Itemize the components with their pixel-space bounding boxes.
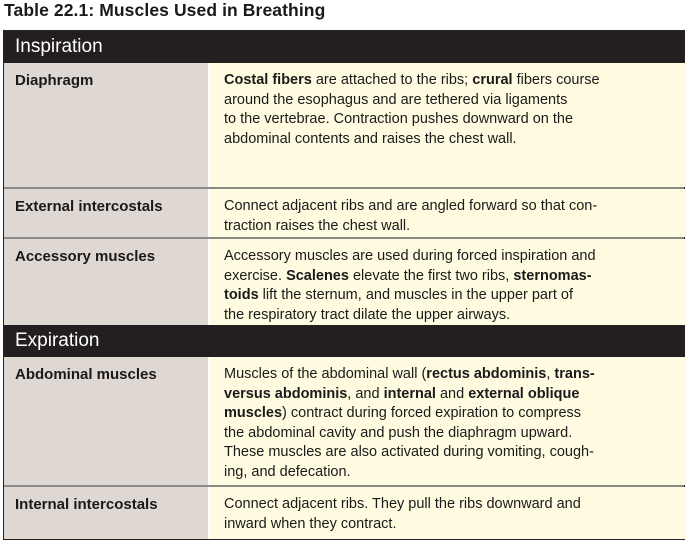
description-line	[224, 217, 676, 237]
description-line	[224, 495, 676, 515]
text-run: ing, and defecation.	[224, 463, 351, 480]
muscle-description	[210, 239, 686, 325]
bold-term: versus abdominis	[224, 385, 348, 402]
description-line	[224, 385, 676, 405]
description-line	[224, 515, 676, 535]
description-line	[224, 91, 676, 111]
table-row	[4, 189, 684, 237]
text-run: abdominal contents and raises the chest wall.	[224, 130, 517, 147]
bold-term: Scalenes	[286, 267, 349, 284]
muscle-name: Abdominal muscles	[4, 357, 208, 485]
breathing-muscles-table	[3, 30, 685, 540]
description-line	[224, 247, 676, 267]
text-run: Muscles of the abdominal wall (	[224, 366, 427, 382]
description-line	[224, 110, 676, 130]
text-run: the abdominal cavity and push the diaphragm upward.	[224, 424, 573, 441]
bold-term: muscles	[224, 405, 283, 421]
description-line	[224, 306, 676, 326]
description-line	[224, 404, 676, 424]
description-line	[224, 197, 676, 217]
text-run: and	[435, 385, 469, 402]
description-line	[224, 130, 676, 150]
text-run: ) contract during forced expiration to compress	[282, 405, 582, 421]
text-run: exercise.	[224, 267, 287, 284]
bold-term: toids	[224, 287, 259, 303]
muscle-name: Accessory muscles	[4, 239, 208, 325]
muscle-description	[210, 357, 686, 485]
muscle-name: Internal intercostals	[4, 487, 208, 539]
text-run: ,	[546, 366, 555, 382]
text-run: the respiratory tract dilate the upper airways.	[224, 306, 511, 323]
table-row	[4, 239, 684, 325]
bold-term: Costal fibers	[224, 72, 312, 88]
section-heading-expiration: Expiration	[4, 325, 684, 357]
table-row	[4, 487, 684, 539]
table-row	[4, 63, 684, 187]
muscle-description	[210, 487, 686, 539]
description-line	[224, 463, 676, 483]
table-row	[4, 357, 684, 485]
text-run: Connect adjacent ribs. They pull the ribs downward and	[224, 496, 581, 512]
text-run: , and	[347, 385, 384, 402]
description-line	[224, 267, 676, 287]
bold-term: sternomas-	[513, 267, 592, 284]
text-run: are attached to the ribs;	[311, 72, 473, 88]
text-run: traction raises the chest wall.	[224, 217, 411, 234]
section-heading-inspiration: Inspiration	[4, 31, 684, 63]
text-run: These muscles are also activated during vomiting, cough-	[224, 444, 594, 460]
description-line	[224, 443, 676, 463]
table-title: Table 22.1: Muscles Used in Breathing	[4, 0, 326, 20]
muscle-name: Diaphragm	[4, 63, 208, 187]
text-run: around the esophagus and are tethered via ligaments	[224, 91, 568, 108]
text-run: fibers course	[512, 72, 600, 88]
bold-term: rectus abdominis	[426, 366, 547, 382]
bold-term: internal	[383, 385, 436, 402]
bold-term: external oblique	[468, 385, 580, 402]
muscle-name: External intercostals	[4, 189, 208, 237]
muscle-description	[210, 189, 686, 237]
bold-term: trans-	[554, 366, 595, 382]
text-run: elevate the first two ribs,	[348, 267, 514, 284]
description-line	[224, 424, 676, 444]
text-run: to the vertebrae. Contraction pushes downward on the	[224, 111, 574, 127]
text-run: Connect adjacent ribs and are angled forward so that con-	[224, 198, 598, 214]
text-run: lift the sternum, and muscles in the upper part of	[258, 287, 573, 303]
bold-term: crural	[472, 72, 513, 88]
muscle-description	[210, 63, 686, 187]
description-line	[224, 365, 676, 385]
text-run: inward when they contract.	[224, 515, 397, 532]
description-line	[224, 286, 676, 306]
text-run: Accessory muscles are used during forced inspiration and	[224, 248, 596, 264]
description-line	[224, 71, 676, 91]
